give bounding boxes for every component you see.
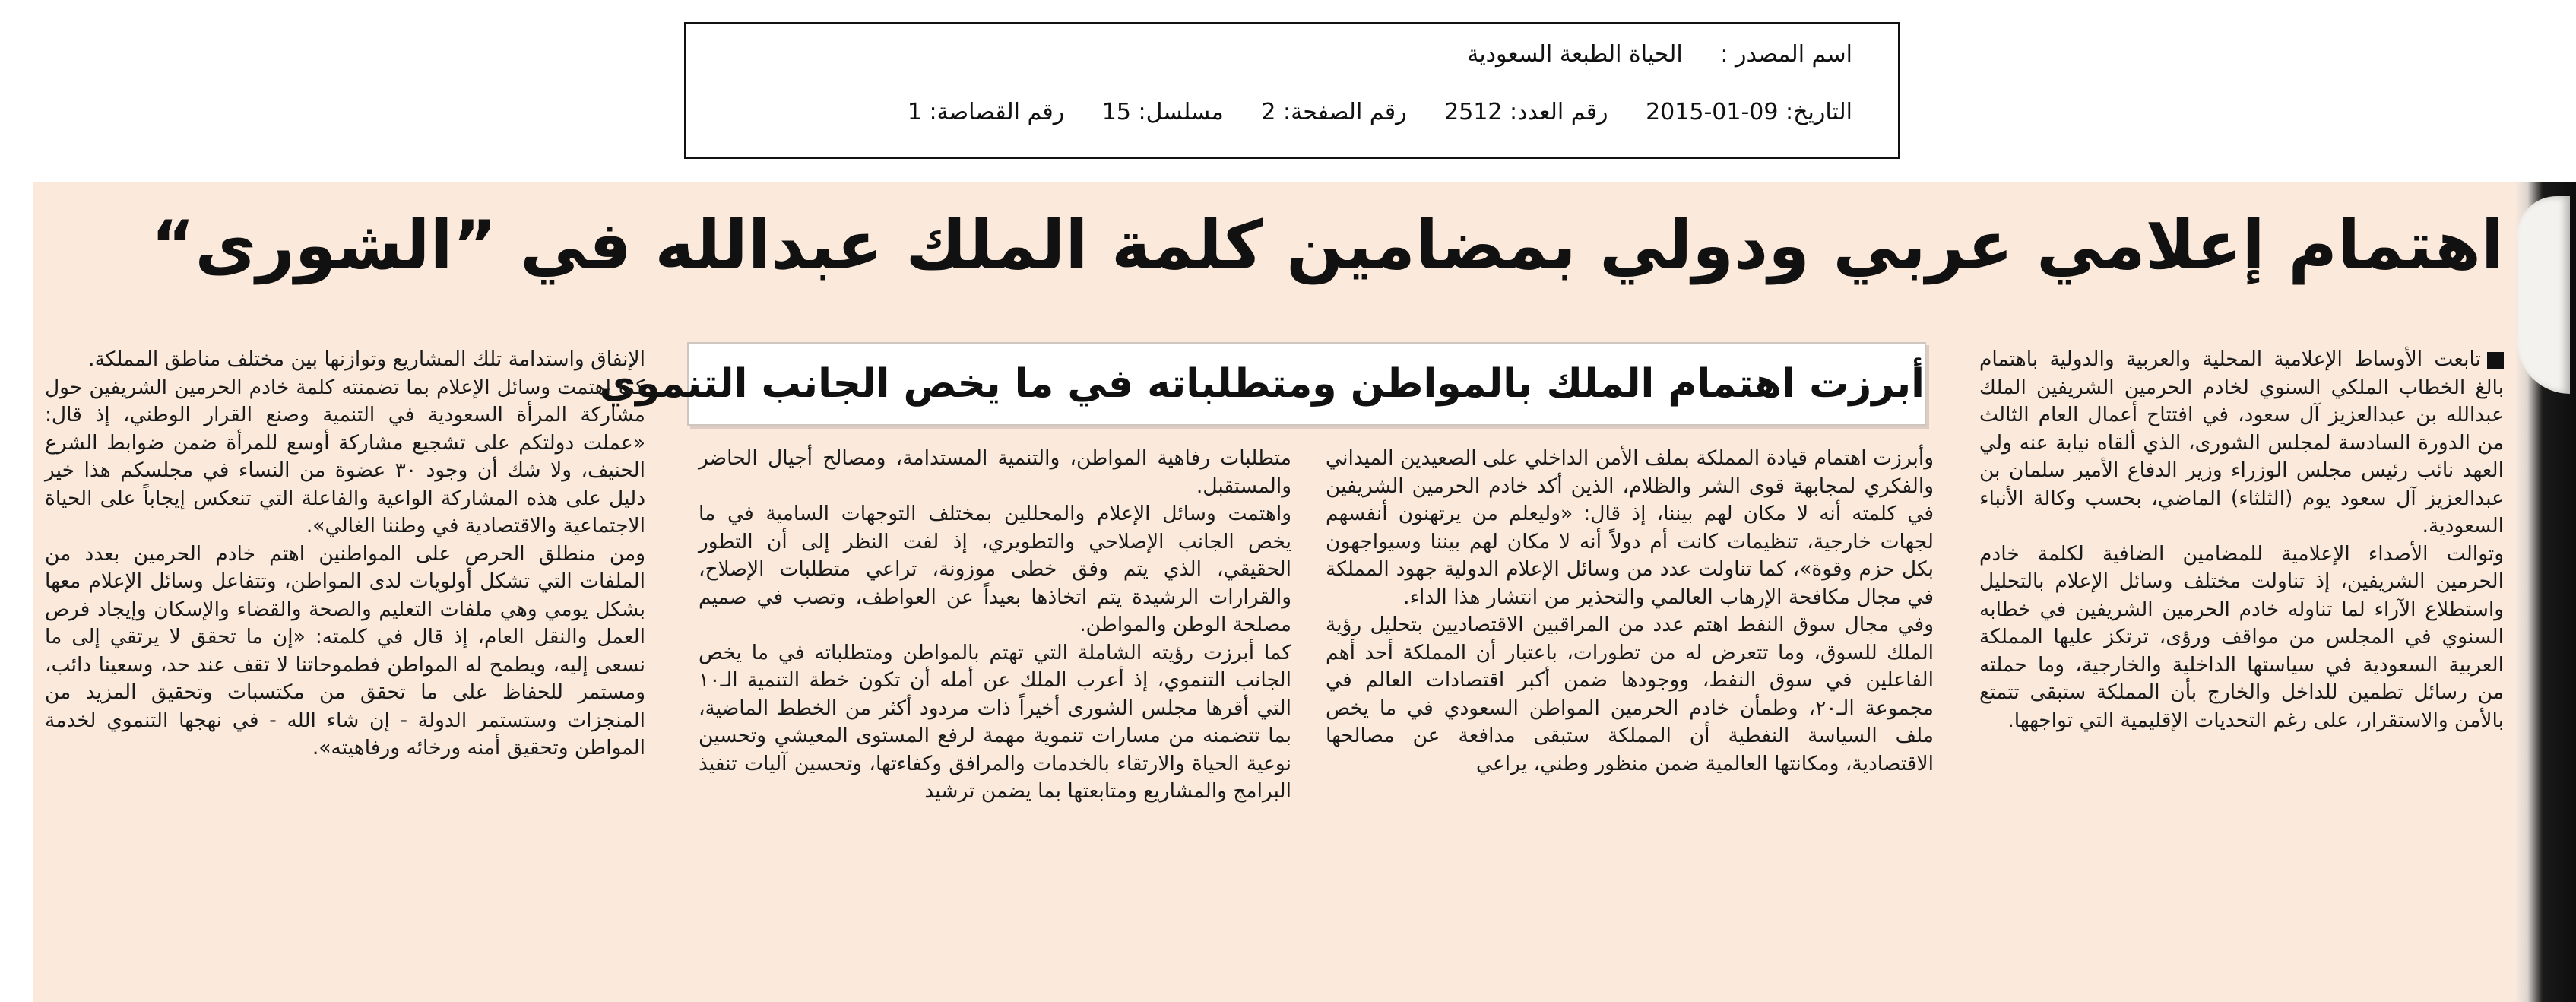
bullet-square-icon xyxy=(2487,352,2504,369)
portrait-photo xyxy=(2515,182,2576,1002)
details-row xyxy=(877,99,1852,125)
source-row xyxy=(1437,41,1852,68)
date-field: التاريخ: 09-01-2015 xyxy=(1646,99,1852,125)
page-field: رقم الصفحة: 2 xyxy=(1261,99,1407,125)
paragraph: متطلبات رفاهية المواطن، والتنمية المستدامة، ومصالح أجيال الحاضر والمستقبل. xyxy=(699,446,1291,498)
source-info-box xyxy=(684,22,1900,159)
subheadline: أبرزت اهتمام الملك بالمواطن ومتطلباته في ما يخص الجانب التنموي xyxy=(687,342,1926,426)
paragraph: وتوالت الأصداء الإعلامية للمضامين الضافية لكلمة خادم الحرمين الشريفين، إذ تناولت مختلف وسائل الإعلام بالتحليل واستطلاع الآراء لما تناوله خادم الحرمين الشريفين في خطابه السنوي في المجلس من مواقف ورؤى، ترتكز عليها المملكة العربية السعودية في سياستها الداخلية والخارجية، وما حملته من رسائل تطمين للداخل والخارج بأن المملكة ستبقى تتمتع بالأمن والاستقرار، على رغم التحديات الإقليمية التي تواجهها. xyxy=(1979,541,2504,732)
column-1 xyxy=(1979,346,2504,734)
source-value: الحياة الطبعة السعودية xyxy=(1467,41,1683,68)
newspaper-clipping xyxy=(33,182,2576,1002)
paragraph: الإنفاق واستدامة تلك المشاريع وتوازنها بين مختلف مناطق المملكة. xyxy=(88,347,645,371)
column-4 xyxy=(45,346,645,763)
headline: اهتمام إعلامي عربي ودولي بمضامين كلمة الملك عبدالله في ”الشورى“ xyxy=(151,206,2504,284)
issue-field: رقم العدد: 2512 xyxy=(1444,99,1608,125)
serial-field: مسلسل: 15 xyxy=(1101,99,1224,125)
paragraph: كما أبرزت رؤيته الشاملة التي تهتم بالمواطن ومتطلباته في ما يخص الجانب التنموي، إذ أعرب الملك عن أمله أن تكون خطة التنمية الـ١٠ التي أقرها مجلس الشورى أخيراً ذات مردود أكثر من الخطط الماضية، بما تتضمنه من مسارات تنموية مهمة لرفع المستوى المعيشي وتحسين نوعية الحياة والارتقاء بالخدمات والمرافق وكفاءتها، وتحسين آليات تنفيذ البرامج والمشاريع ومتابعتها بما يضمن ترشيد xyxy=(699,640,1291,803)
source-label: اسم المصدر : xyxy=(1720,41,1852,68)
paragraph: ومن منطلق الحرص على المواطنين اهتم خادم الحرمين بعدد من الملفات التي تشكل أولويات لدى المواطن، وتتفاعل وسائل الإعلام معها بشكل يومي وهي ملفات التعليم والصحة والقضاء والإسكان وإيجاد فرص العمل والنقل العام، إذ قال في كلمته: «إن ما تحقق لا يرتقي إلى ما نسعى إليه، ويطمح له المواطن فطموحاتنا لا تقف عند حد، وسعينا دائب، ومستمر للحفاظ على ما تحقق من مكتسبات وتحقيق المزيد من المنجزات وستستمر الدولة - إن شاء الله - في نهجها التنموي لخدمة المواطن وتحقيق أمنه ورخائه ورفاهيته». xyxy=(45,541,645,759)
paragraph: وأبرزت اهتمام قيادة المملكة بملف الأمن الداخلي على الصعيدين الميداني والفكري لمجابهة قوى الشر والظلام، الذين أكد خادم الحرمين الشريفين في كلمته أنه لا مكان لهم بيننا، إذ قال: «وليعلم من يرتهنون أنفسهم لجهات خارجية، تنظيمات كانت أم دولاً أنه لا مكان لهم بيننا وسيواجهون بكل حزم وقوة»، كما تناولت عدد من وسائل الإعلام الدولية جهود المملكة في مجال مكافحة الإرهاب العالمي والتحذير من انتشار هذا الداء. xyxy=(1326,446,1934,609)
paragraph: كما اهتمت وسائل الإعلام بما تضمنته كلمة خادم الحرمين الشريفين حول مشاركة المرأة السعودية في التنمية وصنع القرار الوطني، إذ قال: «عملت دولتكم على تشجيع مشاركة أوسع للمرأة ضمن ضوابط الشرع الحنيف، ولا شك أن وجود ٣٠ عضوة من النساء في مجلسكم هذا خير دليل على هذه المشاركة الواعية والفاعلة التي تنعكس إيجاباً على الحياة الاجتماعية والاقتصادية في وطننا الغالي». xyxy=(45,375,645,537)
column-3 xyxy=(699,445,1291,806)
paragraph: تابعت الأوساط الإعلامية المحلية والعربية والدولية باهتمام بالغ الخطاب الملكي السنوي لخادم الحرمين الشريفين الملك عبدالله بن عبدالعزيز آل سعود، في افتتاح أعمال العام الثالث من الدورة السادسة لمجلس الشورى، الذي ألقاه نيابة عنه ولي العهد نائب رئيس مجلس الوزراء وزير الدفاع الأمير سلمان بن عبدالعزيز آل سعود يوم (الثلثاء) الماضي، بحسب وكالة الأنباء السعودية. xyxy=(1979,347,2504,537)
paragraph: واهتمت وسائل الإعلام والمحللين بمختلف التوجهات السامية في ما يخص الجانب الإصلاحي والتطويري، إذ لفت النظر إلى أن التطور الحقيقي، الذي يتم وفق خطى موزونة، تراعي متطلبات الإصلاح، والقرارات الرشيدة يتم اتخاذها بعيداً عن العواطف، وتصب في صميم مصلحة الوطن والمواطن. xyxy=(699,502,1291,636)
clip-field: رقم القصاصة: 1 xyxy=(907,99,1065,125)
column-2 xyxy=(1326,445,1934,778)
paragraph: وفي مجال سوق النفط اهتم عدد من المراقبين الاقتصاديين بتحليل رؤية الملك للسوق، وما تتعرض له من تطورات، باعتبار أن المملكة أحد أهم الفاعلين في سوق النفط، ووجودها ضمن أكبر اقتصادات العالم في مجموعة الـ٢٠، وطمأن خادم الحرمين المواطن السعودي في ما يخص ملف السياسة النفطية أن المملكة ستبقى مدافعة عن مصالحها الاقتصادية، ومكانتها العالمية ضمن منظور وطني، يراعي xyxy=(1326,613,1934,775)
